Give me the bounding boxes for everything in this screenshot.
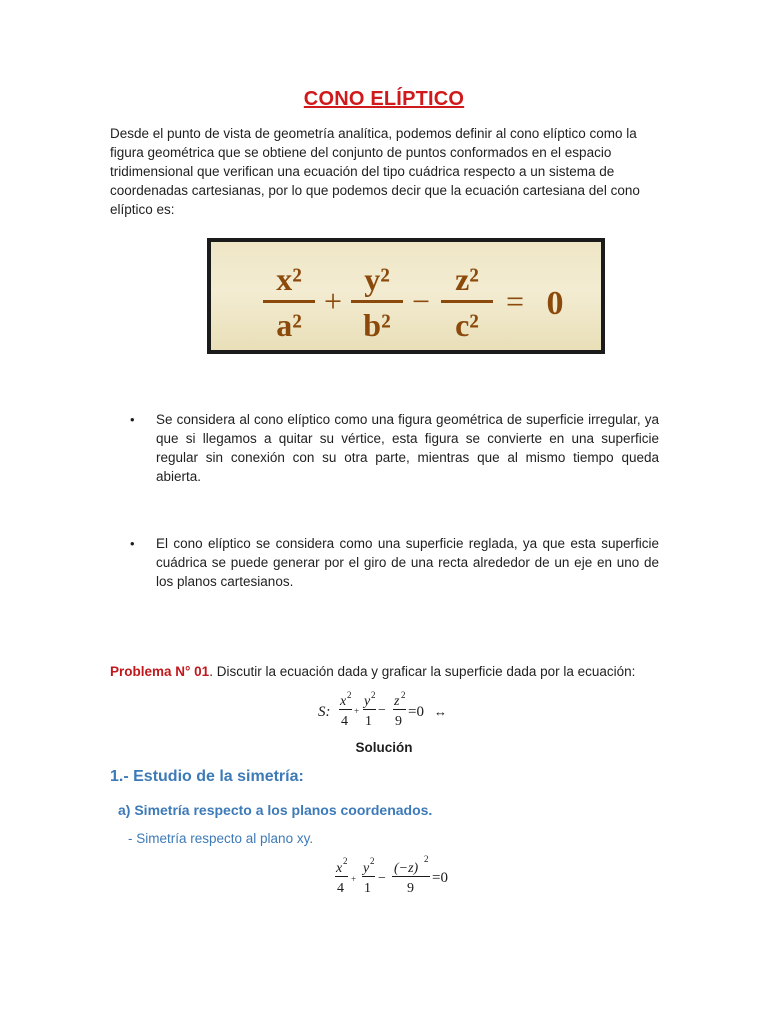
formula-rhs: 0 <box>546 285 564 322</box>
formula-t1-num: x² <box>276 261 302 297</box>
eq1-t2-exp: 2 <box>371 690 376 700</box>
eq2-t2-den: 1 <box>364 881 371 896</box>
eq2-t3-den: 9 <box>407 881 414 896</box>
eq1-t1-num: x <box>340 694 347 709</box>
page-title: CONO ELÍPTICO <box>303 88 465 110</box>
equation-2 <box>332 854 462 900</box>
formula-t1-den: a² <box>276 307 302 343</box>
eq1-t3-den: 9 <box>395 714 402 729</box>
eq2-minus: − <box>378 871 386 886</box>
solution-label: Solución <box>355 740 413 755</box>
eq2-plus: + <box>351 874 357 884</box>
eq1-t2-num: y <box>364 694 371 709</box>
eq1-rhs: =0 <box>408 704 424 720</box>
eq1-prefix: S: <box>318 704 331 720</box>
subsection-heading-planes: a) Simetría respecto a los planos coordenados. <box>118 802 433 818</box>
problem-text: . Discutir la ecuación dada y graficar la superficie dada por la ecuación: <box>209 664 636 679</box>
bullet-dot-icon: • <box>130 412 135 427</box>
eq1-t2-bar <box>363 709 376 710</box>
formula-t2-den: b² <box>363 307 391 343</box>
formula-t3-num: z² <box>455 261 479 297</box>
formula-t2-bar <box>351 300 403 303</box>
eq1-t3-exp: 2 <box>401 690 406 700</box>
bullet-text-1: Se considera al cono elíptico como una figura geométrica de superficie irregular, ya que si llegamos a quitar su vértice, esta figura se convierte en una superficie regular sin conexión con su otra parte, mientras que al mismo tiempo queda abierta. <box>156 412 659 484</box>
eq2-t1-bar <box>335 876 348 877</box>
eq1-t1-bar <box>339 709 352 710</box>
eq2-t2-exp: 2 <box>370 856 375 866</box>
eq1-t1-exp: 2 <box>347 690 352 700</box>
formula-minus: − <box>411 283 431 319</box>
formula-t3-bar <box>441 300 493 303</box>
eq2-t3-exp: 2 <box>424 854 429 864</box>
formula-image-background <box>211 242 601 350</box>
eq1-t3-num: z <box>394 694 400 709</box>
bullet-item-2 <box>130 534 660 594</box>
eq2-t3-bar <box>392 876 430 877</box>
eq1-arrow: ↔ <box>434 704 447 719</box>
bullet-dot-icon: • <box>130 536 135 551</box>
formula-svg <box>211 242 601 350</box>
subsubsection-heading-xy: - Simetría respecto al plano xy. <box>128 831 314 846</box>
eq1-t1-den: 4 <box>341 714 348 729</box>
section-heading-symmetry: 1.- Estudio de la simetría: <box>110 768 304 785</box>
intro-paragraph: Desde el punto de vista de geometría analítica, podemos definir al cono elíptico como la figura geométrica que se obtiene del conjunto de puntos conformados en el espacio tridimensional que verifican una ecuación del tipo cuádrica respecto a un sistema de coordenadas cartesianas, por lo que podemos decir que la ecuación cartesiana del cono elíptico es: <box>110 126 640 217</box>
bullet-item-1 <box>130 410 660 488</box>
formula-t1-bar <box>263 300 315 303</box>
problem-label: Problema N° 01 <box>110 664 210 679</box>
eq1-t2-den: 1 <box>365 714 372 729</box>
formula-image <box>207 238 605 354</box>
eq2-t1-num: x <box>336 861 343 876</box>
formula-plus: + <box>323 283 343 319</box>
eq2-t2-bar <box>362 876 375 877</box>
formula-t3-den: c² <box>455 307 479 343</box>
bullet-text-2: El cono elíptico se considera como una superficie reglada, ya que esta superficie cuádrica se puede generar por el giro de una recta alrededor de un eje en uno de los planos cartesianos. <box>156 536 659 589</box>
eq1-t3-bar <box>393 709 406 710</box>
eq2-rhs: =0 <box>432 870 448 886</box>
eq2-t3-num: (−z) <box>394 861 419 876</box>
eq2-t1-exp: 2 <box>343 856 348 866</box>
eq2-t2-num: y <box>363 861 370 876</box>
eq1-plus: + <box>354 706 360 716</box>
eq2-t1-den: 4 <box>337 881 344 896</box>
problem-statement <box>110 664 670 679</box>
equation-1 <box>318 690 458 732</box>
eq1-minus: − <box>378 703 386 718</box>
formula-t2-num: y² <box>364 261 390 297</box>
formula-equals: = <box>505 283 525 319</box>
